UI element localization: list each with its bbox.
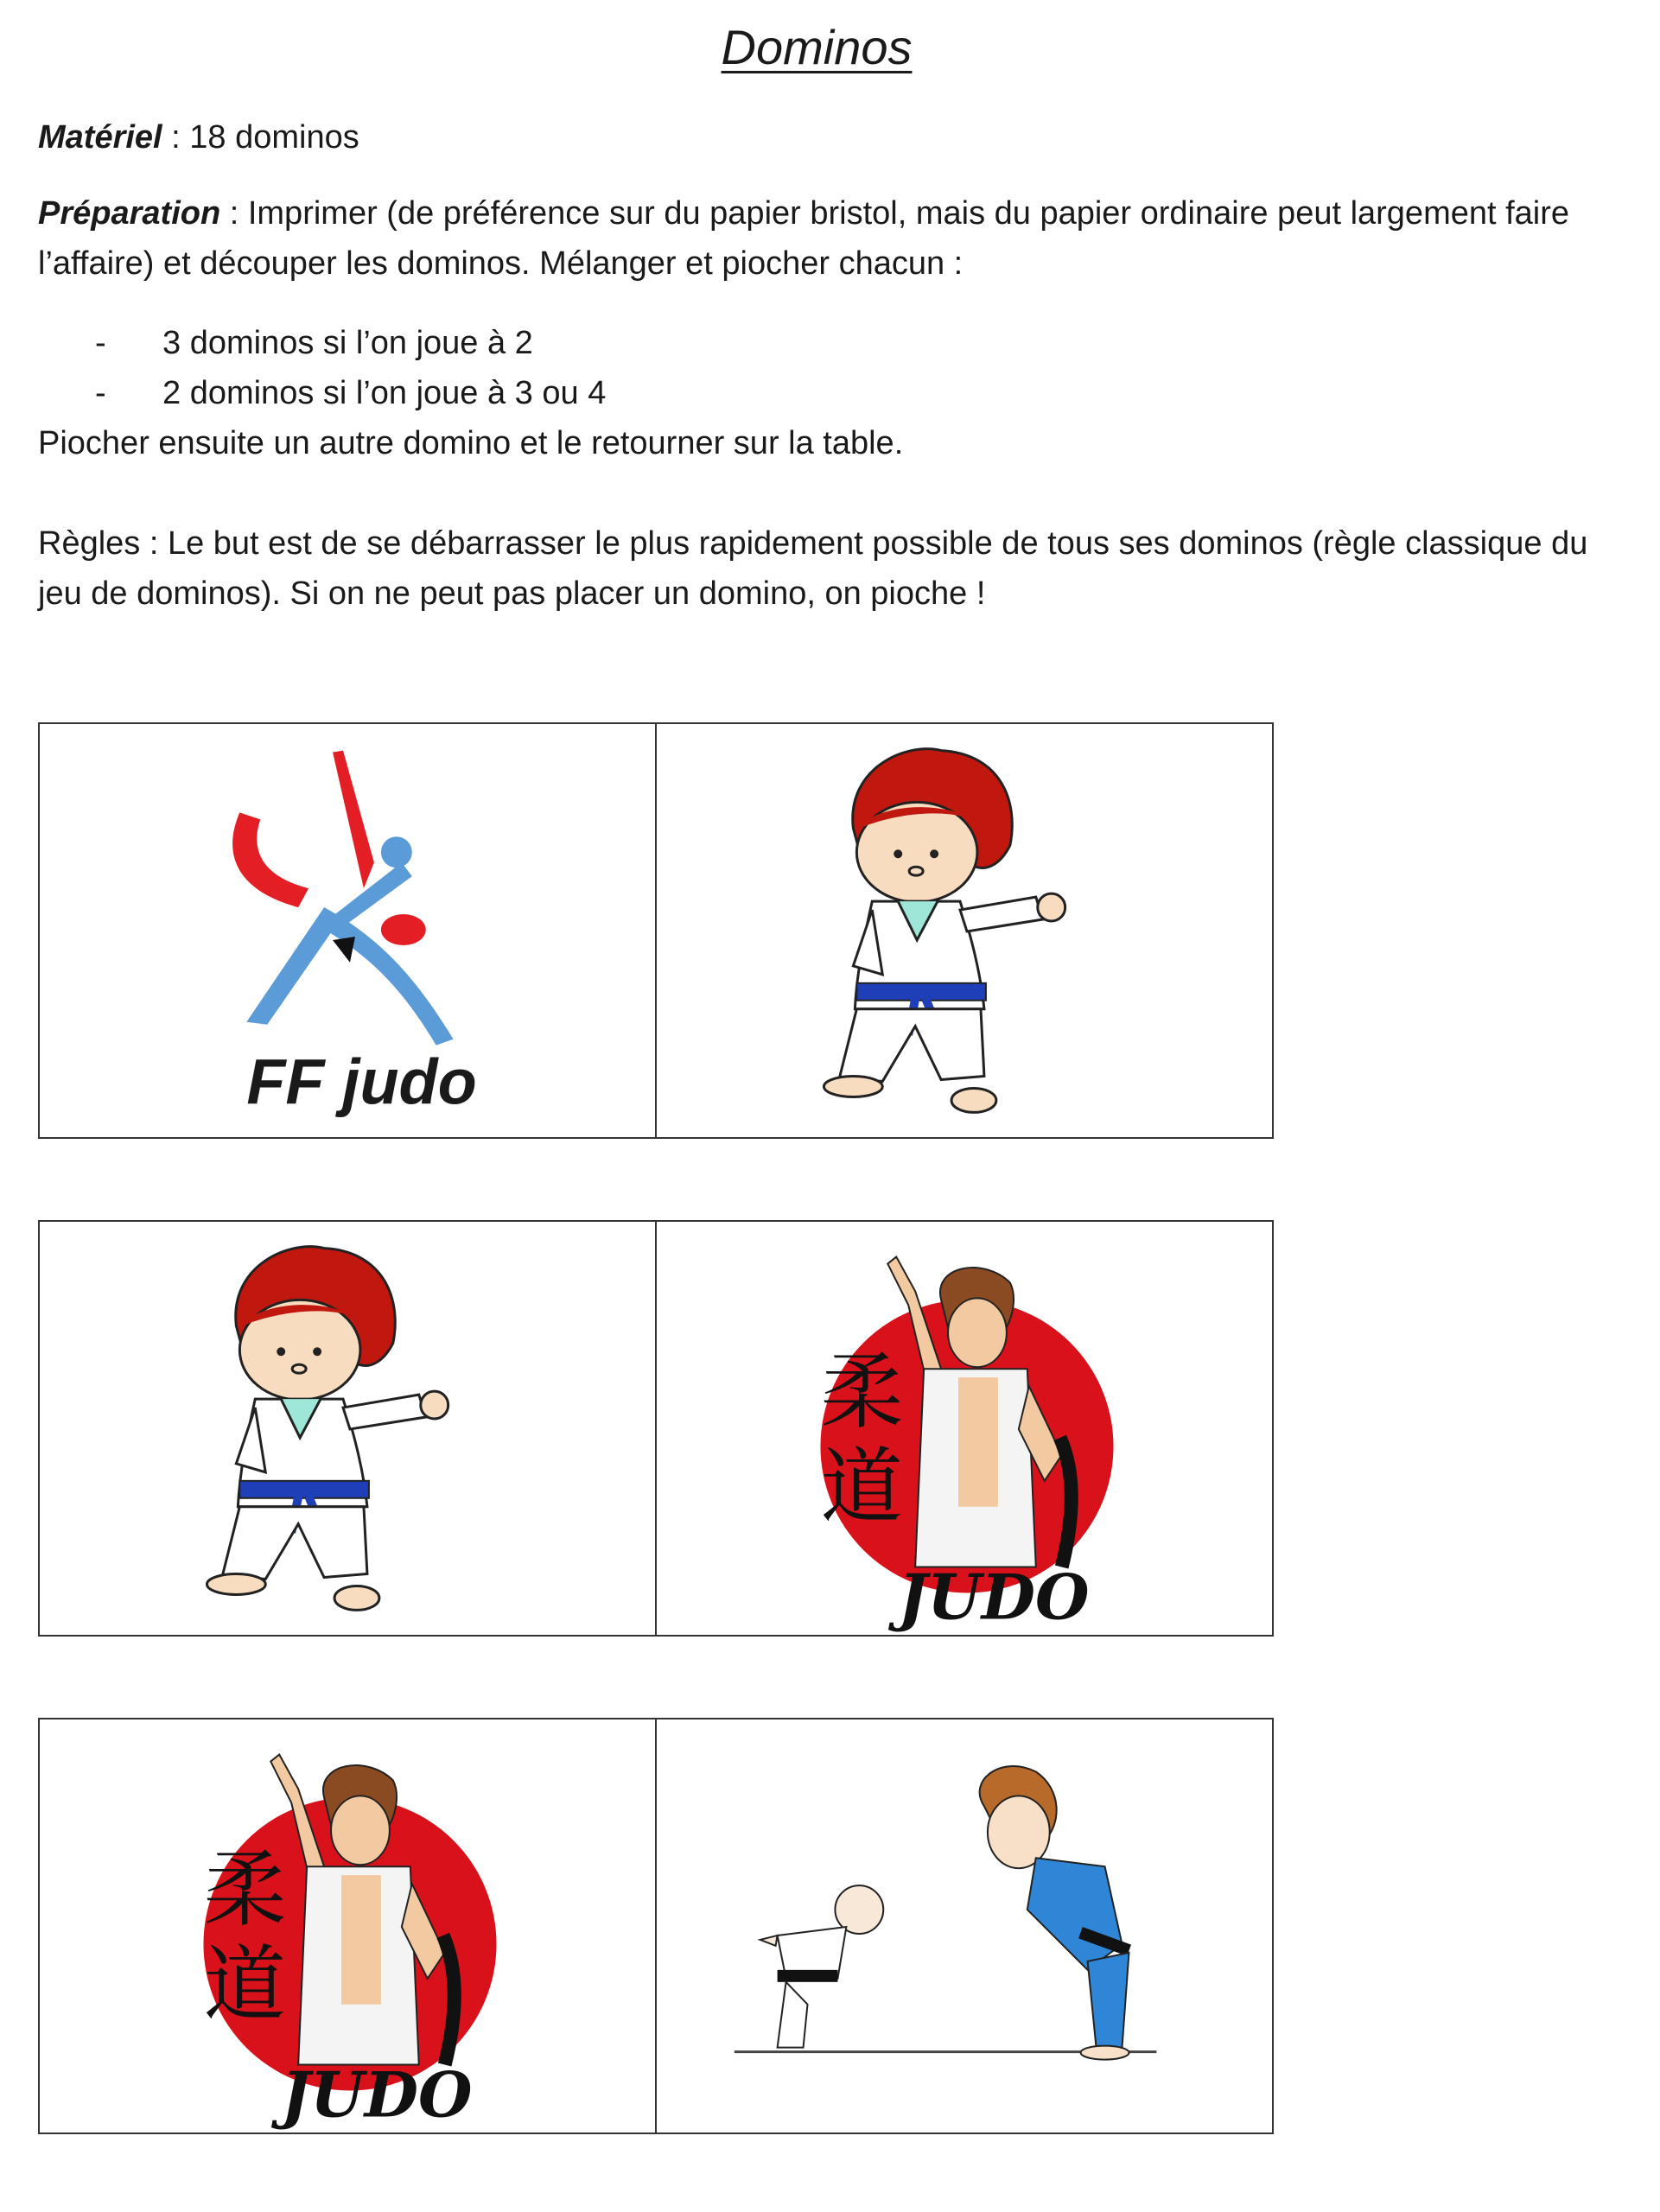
materiel-label: Matériel <box>38 119 162 156</box>
list-text: 2 dominos si l’on joue à 3 ou 4 <box>162 375 607 411</box>
bowing-judokas <box>655 1719 1272 2133</box>
preparation-paragraph <box>38 188 1619 289</box>
materiel-text: : 18 dominos <box>162 119 359 156</box>
list-item <box>95 318 533 368</box>
judo-poster-graphic <box>40 1719 655 2133</box>
kanji-ju: 柔 <box>203 1841 287 1939</box>
judo-poster <box>655 1222 1272 1635</box>
kid-judoka <box>655 724 1272 1137</box>
preparation-label: Préparation <box>38 195 221 232</box>
logo-text: FF judo <box>246 1046 477 1118</box>
kanji-do: 道 <box>820 1438 904 1535</box>
page-title: Dominos <box>721 20 913 74</box>
kid-judoka-graphic <box>40 1222 655 1635</box>
judo-poster-graphic <box>657 1222 1272 1635</box>
ffjudo-logo-graphic <box>40 724 655 1137</box>
kid-judoka <box>40 1222 655 1635</box>
pioche-line: Piocher ensuite un autre domino et le retourner sur la table. <box>38 425 904 461</box>
kid-judoka-graphic <box>657 724 1272 1137</box>
domino-card <box>38 1220 1274 1637</box>
bowing-judokas-graphic <box>657 1719 1272 2133</box>
materiel-paragraph <box>38 112 1619 162</box>
kanji-ju: 柔 <box>820 1344 904 1441</box>
preparation-text: : Imprimer (de préférence sur du papier bristol, mais du papier ordinaire peut largement faire l’affaire) et découper les dominos. Mélanger et piocher chacun : <box>38 195 1570 282</box>
judo-word: JUDO <box>898 1560 1090 1634</box>
ffjudo-logo <box>40 724 655 1137</box>
domino-card <box>38 722 1274 1139</box>
regles-paragraph: Règles : Le but est de se débarrasser le plus rapidement possible de tous ses dominos (règle classique du jeu de dominos). Si on ne peut pas placer un domino, on pioche ! <box>38 525 1588 612</box>
domino-card <box>38 1718 1274 2134</box>
judo-poster <box>40 1719 655 2133</box>
list-dash: - <box>95 375 106 411</box>
judo-word: JUDO <box>281 2058 473 2132</box>
kanji-do: 道 <box>203 1936 287 2033</box>
list-item <box>95 368 606 418</box>
list-text: 3 dominos si l’on joue à 2 <box>162 325 533 361</box>
list-dash: - <box>95 325 106 361</box>
